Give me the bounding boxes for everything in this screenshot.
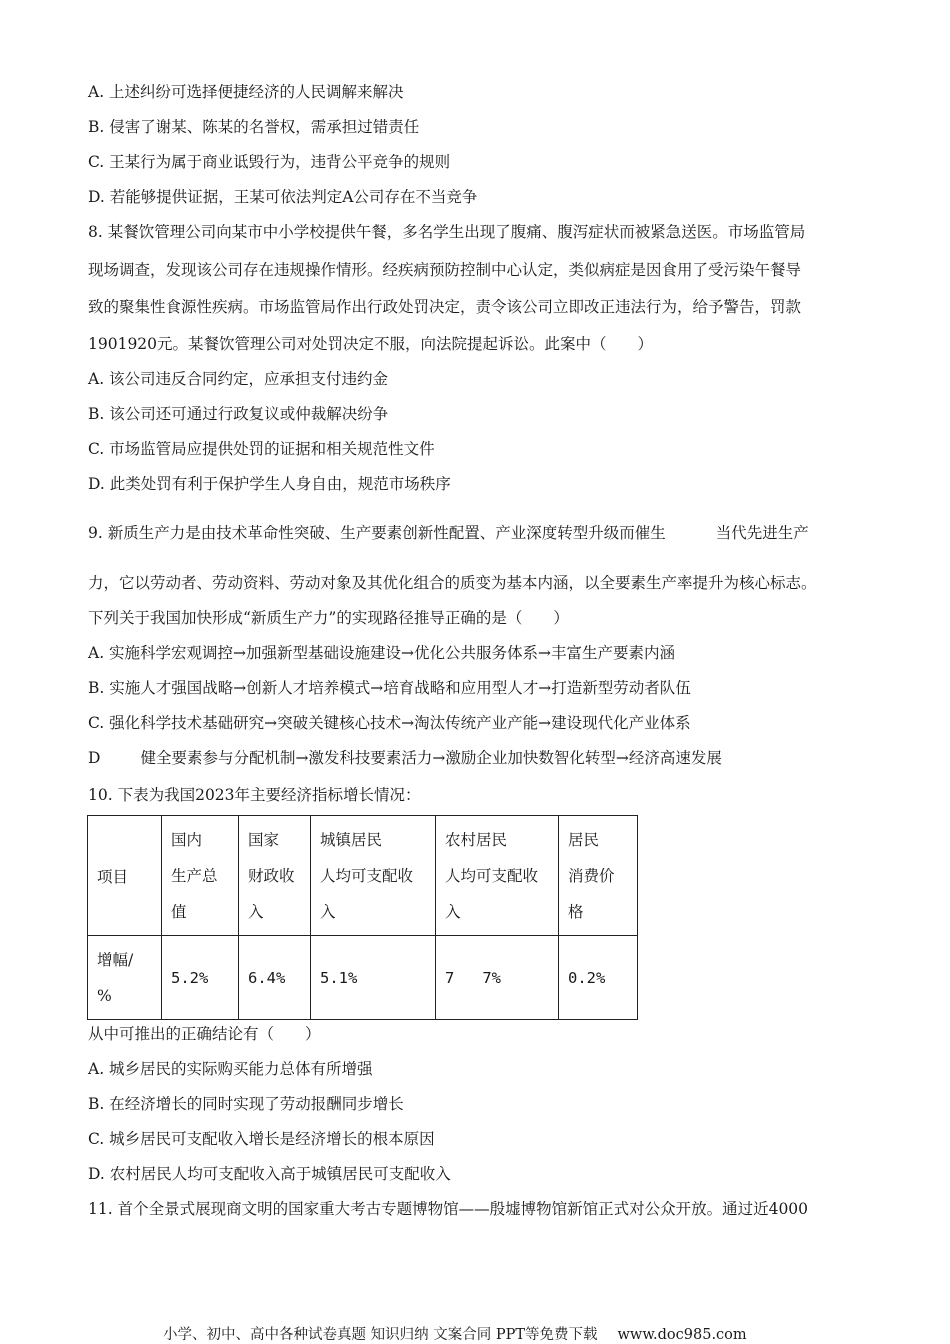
footer-text: 小学、初中、高中各种试卷真题 知识归纳 文案合同 PPT等免费下载 <box>163 1327 598 1343</box>
q8-option-b: B. 该公司还可通过行政复议或仲裁解决纷争 <box>88 405 389 423</box>
col-gdp: 国内 生产总 值 <box>162 816 239 936</box>
q9-stem-line-1 <box>88 523 809 543</box>
value-gdp: 5.2% <box>162 936 239 1020</box>
q9-stem-line-3: 下列关于我国加快形成“新质生产力”的实现路径推导正确的是（ ） <box>88 609 569 627</box>
value-rural-income: 7 7% <box>436 936 559 1020</box>
q10-stem: 10. 下表为我国2023年主要经济指标增长情况： <box>88 786 421 804</box>
q9-option-d <box>88 748 722 768</box>
table-value-row <box>88 936 638 1020</box>
q9-stem-line-1-part-b: 当代先进生产 <box>715 524 809 542</box>
value-urban-income: 5.1% <box>311 936 436 1020</box>
q8-stem-line-1: 8. 某餐饮管理公司向某市中小学校提供午餐，多名学生出现了腹痛、腹泻症状而被紧急送医。市场监管局 <box>88 223 806 241</box>
value-fiscal-revenue: 6.4% <box>239 936 311 1020</box>
q8-stem-line-2: 现场调查，发现该公司存在违规操作情形。经疾病预防控制中心认定，类似病症是因食用了受污染午餐导 <box>88 261 802 279</box>
col-urban-income: 城镇居民 人均可支配收 入 <box>311 816 436 936</box>
q8-option-c: C. 市场监管局应提供处罚的证据和相关规范性文件 <box>88 440 435 458</box>
q8-stem-line-3: 致的聚集性食源性疾病。市场监管局作出行政处罚决定，责令该公司立即改正违法行为，给予警告，罚款 <box>88 298 802 316</box>
col-rural-income: 农村居民 人均可支配收 入 <box>436 816 559 936</box>
col-cpi: 居民 消费价 格 <box>559 816 638 936</box>
value-cpi: 0.2% <box>559 936 638 1020</box>
q10-option-a: A. 城乡居民的实际购买能力总体有所增强 <box>88 1060 373 1078</box>
footer-site-link[interactable]: www.doc985.com <box>617 1327 747 1343</box>
q9-option-b: B. 实施人才强国战略→创新人才培养模式→培育战略和应用型人才→打造新型劳动者队伍 <box>88 679 691 697</box>
q9-option-d-text: 健全要素参与分配机制→激发科技要素活力→激励企业加快数智化转型→经济高速发展 <box>140 749 722 767</box>
q10-question: 从中可推出的正确结论有（ ） <box>88 1025 321 1043</box>
q9-stem-line-2: 力，它以劳动者、劳动资料、劳动对象及其优化组合的质变为基本内涵，以全要素生产率提升为核心标志。 <box>88 574 817 592</box>
page-footer <box>163 1323 747 1344</box>
row-header-cell: 项目 <box>88 816 162 936</box>
q10-option-b: B. 在经济增长的同时实现了劳动报酬同步增长 <box>88 1095 404 1113</box>
q8-stem-line-4: 1901920元。某餐饮管理公司对处罚决定不服，向法院提起诉讼。此案中（ ） <box>88 335 654 353</box>
q7-option-a: A. 上述纠纷可选择便捷经济的人民调解来解决 <box>88 83 404 101</box>
q8-option-d: D. 此类处罚有利于保护学生人身自由，规范市场秩序 <box>88 475 451 493</box>
q9-option-c: C. 强化科学技术基础研究→突破关键核心技术→淘汰传统产业产能→建设现代化产业体系 <box>88 714 691 732</box>
col-fiscal-revenue: 国家 财政收 入 <box>239 816 311 936</box>
q9-option-a: A. 实施科学宏观调控→加强新型基础设施建设→优化公共服务体系→丰富生产要素内涵 <box>88 644 676 662</box>
q7-option-c: C. 王某行为属于商业诋毁行为，违背公平竞争的规则 <box>88 153 451 171</box>
q10-option-c: C. 城乡居民可支配收入增长是经济增长的根本原因 <box>88 1130 435 1148</box>
q9-option-d-letter: D <box>88 749 101 767</box>
q11-stem: 11. 首个全景式展现商文明的国家重大考古专题博物馆——殷墟博物馆新馆正式对公众开放。通过近4000 <box>88 1200 809 1218</box>
table-header-row <box>88 816 638 936</box>
value-label-cell: 增幅/ % <box>88 936 162 1020</box>
q7-option-b: B. 侵害了谢某、陈某的名誉权，需承担过错责任 <box>88 118 420 136</box>
q10-indicator-table <box>87 815 638 1020</box>
q7-option-d: D. 若能够提供证据，王某可依法判定A公司存在不当竞争 <box>88 188 478 206</box>
q10-option-d: D. 农村居民人均可支配收入高于城镇居民可支配收入 <box>88 1165 451 1183</box>
q8-option-a: A. 该公司违反合同约定，应承担支付违约金 <box>88 370 389 388</box>
q9-stem-line-1-part-a: 9. 新质生产力是由技术革命性突破、生产要素创新性配置、产业深度转型升级而催生 <box>88 524 666 542</box>
